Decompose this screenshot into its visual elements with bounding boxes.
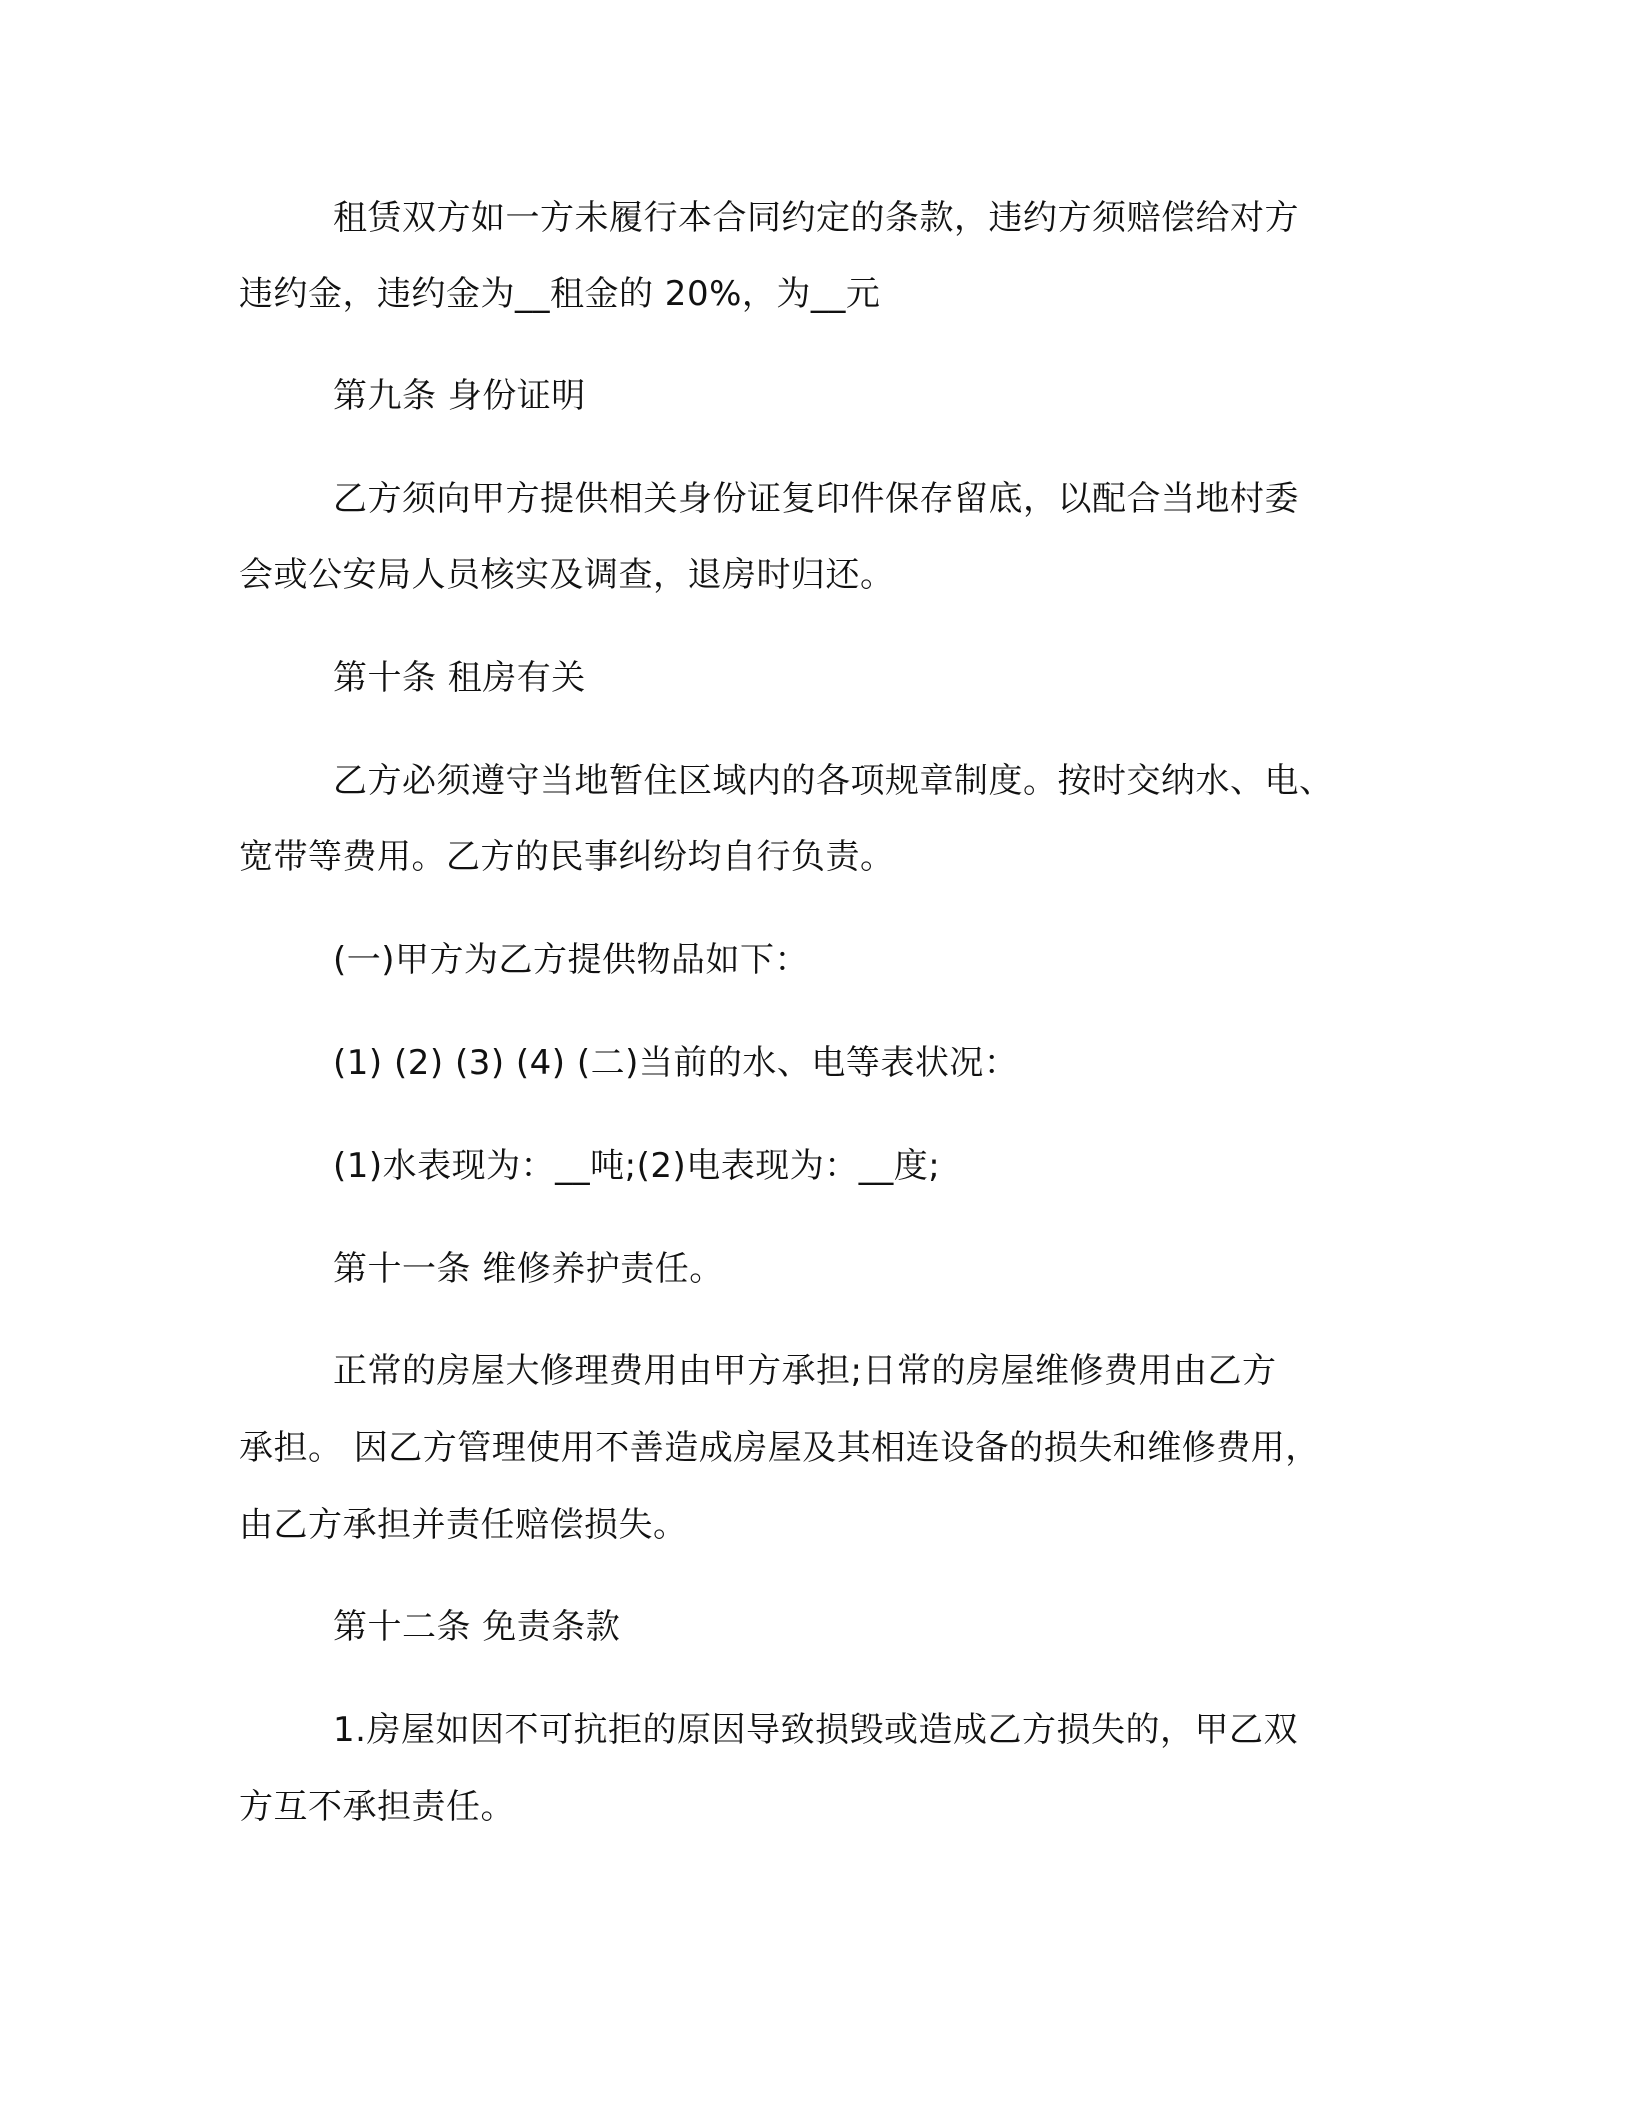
article-12-item-1-line-1: 1.房屋如因不可抗拒的原因导致损毁或造成乙方损失的，甲乙双 — [333, 1710, 1298, 1750]
article-10-body-line-1: 乙方必须遵守当地暂住区域内的各项规章制度。按时交纳水、电、 — [333, 761, 1334, 801]
breach-clause-line-1: 租赁双方如一方未履行本合同约定的条款，违约方须赔偿给对方 — [333, 198, 1299, 238]
items-list-line: (1) (2) (3) (4) (二)当前的水、电等表状况： — [333, 1043, 1019, 1083]
meter-readings-line: (1)水表现为：__吨;(2)电表现为：__度; — [333, 1146, 941, 1186]
article-11-body-line-3: 由乙方承担并责任赔偿损失。 — [239, 1505, 688, 1545]
article-9-heading: 第九条 身份证明 — [333, 376, 586, 416]
article-11-heading: 第十一条 维修养护责任。 — [333, 1249, 724, 1289]
article-11-body-line-1: 正常的房屋大修理费用由甲方承担;日常的房屋维修费用由乙方 — [333, 1351, 1277, 1391]
items-provided-line: (一)甲方为乙方提供物品如下： — [333, 940, 810, 980]
article-9-body-line-1: 乙方须向甲方提供相关身份证复印件保存留底，以配合当地村委 — [333, 479, 1299, 519]
article-12-item-1-line-2: 方互不承担责任。 — [239, 1787, 515, 1827]
article-9-body-line-2: 会或公安局人员核实及调查，退房时归还。 — [239, 555, 895, 595]
article-12-heading: 第十二条 免责条款 — [333, 1607, 621, 1647]
article-11-body-line-2: 承担。 因乙方管理使用不善造成房屋及其相连设备的损失和维修费用， — [239, 1428, 1320, 1468]
article-10-body-line-2: 宽带等费用。乙方的民事纠纷均自行负责。 — [239, 837, 895, 877]
article-10-heading: 第十条 租房有关 — [333, 658, 586, 698]
breach-clause-line-2: 违约金，违约金为__租金的 20%，为__元 — [239, 274, 881, 314]
